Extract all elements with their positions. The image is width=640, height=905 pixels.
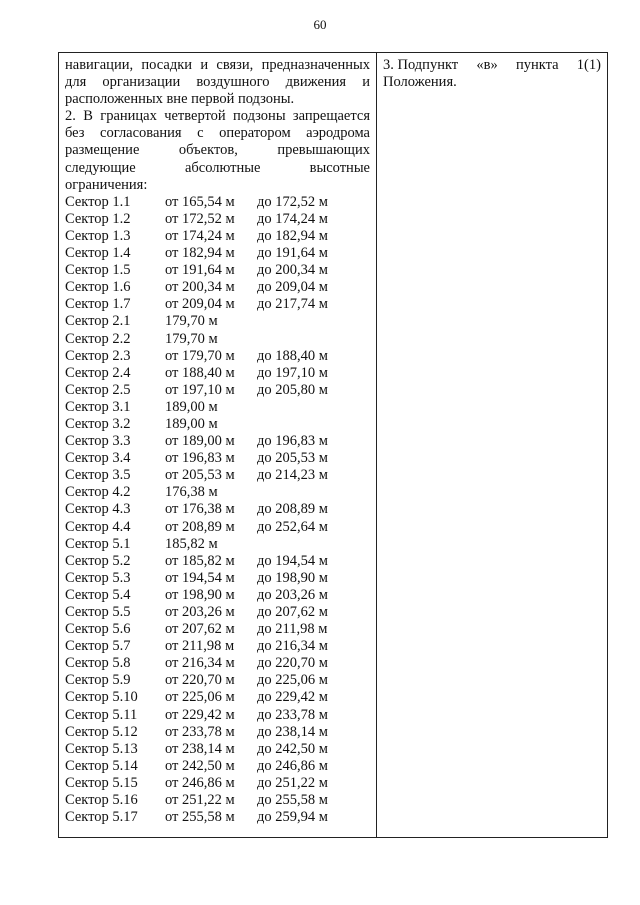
sector-row xyxy=(65,399,370,416)
right-column xyxy=(383,57,601,91)
amendment-table xyxy=(58,52,608,838)
sector-row xyxy=(65,707,370,724)
text-line: без согласования с оператором аэродрома xyxy=(65,125,370,142)
sector-row xyxy=(65,365,370,382)
sector-name: Сектор 1.6 xyxy=(65,279,131,296)
sector-name: Сектор 5.8 xyxy=(65,655,131,672)
text-line: Положения. xyxy=(383,74,457,91)
sector-name: Сектор 4.2 xyxy=(65,484,131,501)
sector-name: Сектор 5.12 xyxy=(65,723,138,740)
sector-name: Сектор 1.7 xyxy=(65,296,131,313)
sector-from: от 225,06 м xyxy=(165,689,235,706)
sector-row xyxy=(65,604,370,621)
sector-from: от 189,00 м xyxy=(165,433,235,450)
sector-from: от 188,40 м xyxy=(165,364,235,381)
sector-row xyxy=(65,758,370,775)
sector-name: Сектор 2.4 xyxy=(65,364,131,381)
sector-row xyxy=(65,809,370,826)
sector-name: Сектор 5.11 xyxy=(65,706,138,723)
sector-to: до 211,98 м xyxy=(257,621,328,638)
sector-to: до 242,50 м xyxy=(257,740,328,757)
sector-name: Сектор 5.14 xyxy=(65,757,138,774)
sector-to: до 233,78 м xyxy=(257,706,328,723)
sector-to: до 216,34 м xyxy=(257,638,328,655)
sector-from: от 220,70 м xyxy=(165,672,235,689)
sector-name: Сектор 5.15 xyxy=(65,774,138,791)
sector-from: от 207,62 м xyxy=(165,621,235,638)
sector-from: 179,70 м xyxy=(165,330,218,347)
sector-row xyxy=(65,416,370,433)
sector-to: до 197,10 м xyxy=(257,364,328,381)
clause-paragraph xyxy=(65,108,370,193)
text-word: пункта xyxy=(515,57,559,73)
sector-row xyxy=(65,775,370,792)
sector-row xyxy=(65,689,370,706)
sector-to: до 225,06 м xyxy=(257,672,328,689)
sector-name: Сектор 3.2 xyxy=(65,415,131,432)
sector-name: Сектор 3.4 xyxy=(65,450,131,467)
sector-name: Сектор 1.1 xyxy=(65,193,131,210)
sector-from: от 203,26 м xyxy=(165,604,235,620)
sector-from: от 198,90 м xyxy=(165,586,235,603)
sector-row xyxy=(65,638,370,655)
sector-row xyxy=(65,655,370,672)
column-divider xyxy=(376,53,377,837)
sector-from: 189,00 м xyxy=(165,415,218,432)
sector-from: 176,38 м xyxy=(165,484,218,501)
sector-row xyxy=(65,621,370,638)
sector-to: до 182,94 м xyxy=(257,227,328,244)
text-line: навигации, посадки и связи, предназначенных xyxy=(65,57,370,73)
sector-row xyxy=(65,792,370,809)
sector-from: от 200,34 м xyxy=(165,279,235,296)
sector-from: от 211,98 м xyxy=(165,638,235,655)
text-word: 1(1) xyxy=(576,57,601,73)
sector-name: Сектор 2.1 xyxy=(65,313,131,330)
sector-to: до 172,52 м xyxy=(257,193,328,210)
sector-name: Сектор 3.5 xyxy=(65,467,131,484)
sector-from: от 238,14 м xyxy=(165,740,235,757)
sector-from: от 191,64 м xyxy=(165,262,235,279)
sector-from: 189,00 м xyxy=(165,398,218,415)
sector-name: Сектор 5.5 xyxy=(65,604,131,620)
sector-to: до 252,64 м xyxy=(257,518,328,535)
sector-to: до 191,64 м xyxy=(257,245,328,262)
sector-row xyxy=(65,279,370,296)
sector-to: до 203,26 м xyxy=(257,586,328,603)
sector-name: Сектор 5.7 xyxy=(65,638,131,655)
sector-name: Сектор 4.4 xyxy=(65,518,131,535)
sector-row xyxy=(65,587,370,604)
page-number: 60 xyxy=(313,17,327,32)
sector-row xyxy=(65,519,370,536)
sector-row xyxy=(65,741,370,758)
sector-from: от 197,10 м xyxy=(165,381,235,398)
sector-from: от 208,89 м xyxy=(165,518,235,535)
sector-row xyxy=(65,724,370,741)
sector-name: Сектор 5.16 xyxy=(65,792,138,809)
text-line: размещение объектов, превышающих xyxy=(65,142,370,159)
sector-row xyxy=(65,484,370,501)
amendment-reference xyxy=(383,57,601,74)
sector-from: от 172,52 м xyxy=(165,210,235,227)
sector-row xyxy=(65,433,370,450)
sector-row xyxy=(65,313,370,330)
sector-to: до 188,40 м xyxy=(257,347,328,364)
sector-to: до 208,89 м xyxy=(257,501,328,518)
sector-row xyxy=(65,501,370,518)
sector-to: до 238,14 м xyxy=(257,723,328,740)
sector-list xyxy=(65,194,370,826)
sector-to: до 251,22 м xyxy=(257,774,328,791)
text-line: расположенных вне первой подзоны. xyxy=(65,91,295,108)
sector-to: до 198,90 м xyxy=(257,569,328,586)
sector-name: Сектор 1.2 xyxy=(65,210,131,227)
left-column xyxy=(65,57,370,826)
sector-row xyxy=(65,672,370,689)
sector-to: до 259,94 м xyxy=(257,809,328,826)
sector-to: до 209,04 м xyxy=(257,279,328,296)
intro-paragraph xyxy=(65,57,370,108)
sector-from: от 176,38 м xyxy=(165,501,235,518)
sector-from: от 194,54 м xyxy=(165,569,235,586)
sector-name: Сектор 2.5 xyxy=(65,381,131,398)
sector-from: от 255,58 м xyxy=(165,809,235,826)
sector-from: от 205,53 м xyxy=(165,467,235,484)
sector-name: Сектор 5.3 xyxy=(65,569,131,586)
sector-to: до 174,24 м xyxy=(257,210,328,227)
sector-name: Сектор 1.5 xyxy=(65,262,131,279)
sector-row xyxy=(65,467,370,484)
sector-to: до 200,34 м xyxy=(257,262,328,279)
sector-to: до 207,62 м xyxy=(257,604,328,620)
sector-to: до 205,80 м xyxy=(257,381,328,398)
sector-from: от 179,70 м xyxy=(165,347,235,364)
sector-from: от 251,22 м xyxy=(165,792,235,809)
sector-row xyxy=(65,348,370,365)
sector-from: от 233,78 м xyxy=(165,723,235,740)
sector-row xyxy=(65,194,370,211)
sector-from: от 216,34 м xyxy=(165,655,235,672)
sector-row xyxy=(65,570,370,587)
sector-name: Сектор 2.2 xyxy=(65,330,131,347)
sector-to: до 214,23 м xyxy=(257,467,328,484)
sector-from: от 182,94 м xyxy=(165,245,235,262)
sector-to: до 194,54 м xyxy=(257,552,328,569)
sector-row xyxy=(65,553,370,570)
sector-name: Сектор 5.10 xyxy=(65,689,138,706)
sector-name: Сектор 3.1 xyxy=(65,398,131,415)
sector-name: Сектор 1.4 xyxy=(65,245,131,262)
sector-from: 179,70 м xyxy=(165,313,218,330)
sector-name: Сектор 2.3 xyxy=(65,347,131,364)
sector-name: Сектор 5.1 xyxy=(65,535,131,552)
sector-row xyxy=(65,331,370,348)
sector-from: от 165,54 м xyxy=(165,193,235,210)
sector-name: Сектор 5.2 xyxy=(65,552,131,569)
sector-name: Сектор 5.4 xyxy=(65,586,131,603)
sector-to: до 220,70 м xyxy=(257,655,328,672)
sector-to: до 196,83 м xyxy=(257,433,328,450)
sector-row xyxy=(65,262,370,279)
text-line: 2. В границах четвертой подзоны запрещается xyxy=(65,108,370,125)
sector-row xyxy=(65,536,370,553)
text-line: следующие абсолютные высотные xyxy=(65,159,370,176)
sector-from: от 196,83 м xyxy=(165,450,235,467)
sector-row xyxy=(65,245,370,262)
sector-name: Сектор 4.3 xyxy=(65,501,131,518)
sector-row xyxy=(65,296,370,313)
sector-from: 185,82 м xyxy=(165,535,218,552)
sector-from: от 242,50 м xyxy=(165,757,235,774)
sector-name: Сектор 5.13 xyxy=(65,740,138,757)
text-line: ограничения: xyxy=(65,176,148,193)
sector-from: от 229,42 м xyxy=(165,706,235,723)
sector-row xyxy=(65,450,370,467)
sector-name: Сектор 1.3 xyxy=(65,227,131,244)
text-word: «в» xyxy=(476,57,498,73)
text-line: для организации воздушного движения и xyxy=(65,74,370,91)
sector-name: Сектор 5.6 xyxy=(65,621,131,638)
sector-row xyxy=(65,228,370,245)
sector-from: от 246,86 м xyxy=(165,774,235,791)
sector-to: до 255,58 м xyxy=(257,792,328,809)
text-word: 3. Подпункт xyxy=(383,57,459,73)
sector-to: до 229,42 м xyxy=(257,689,328,706)
sector-row xyxy=(65,211,370,228)
sector-name: Сектор 3.3 xyxy=(65,433,131,450)
sector-from: от 209,04 м xyxy=(165,296,235,313)
sector-row xyxy=(65,382,370,399)
sector-from: от 185,82 м xyxy=(165,552,235,569)
sector-to: до 217,74 м xyxy=(257,296,328,313)
sector-from: от 174,24 м xyxy=(165,227,235,244)
sector-name: Сектор 5.9 xyxy=(65,672,131,689)
sector-name: Сектор 5.17 xyxy=(65,809,138,826)
sector-to: до 246,86 м xyxy=(257,757,328,774)
sector-to: до 205,53 м xyxy=(257,450,328,467)
